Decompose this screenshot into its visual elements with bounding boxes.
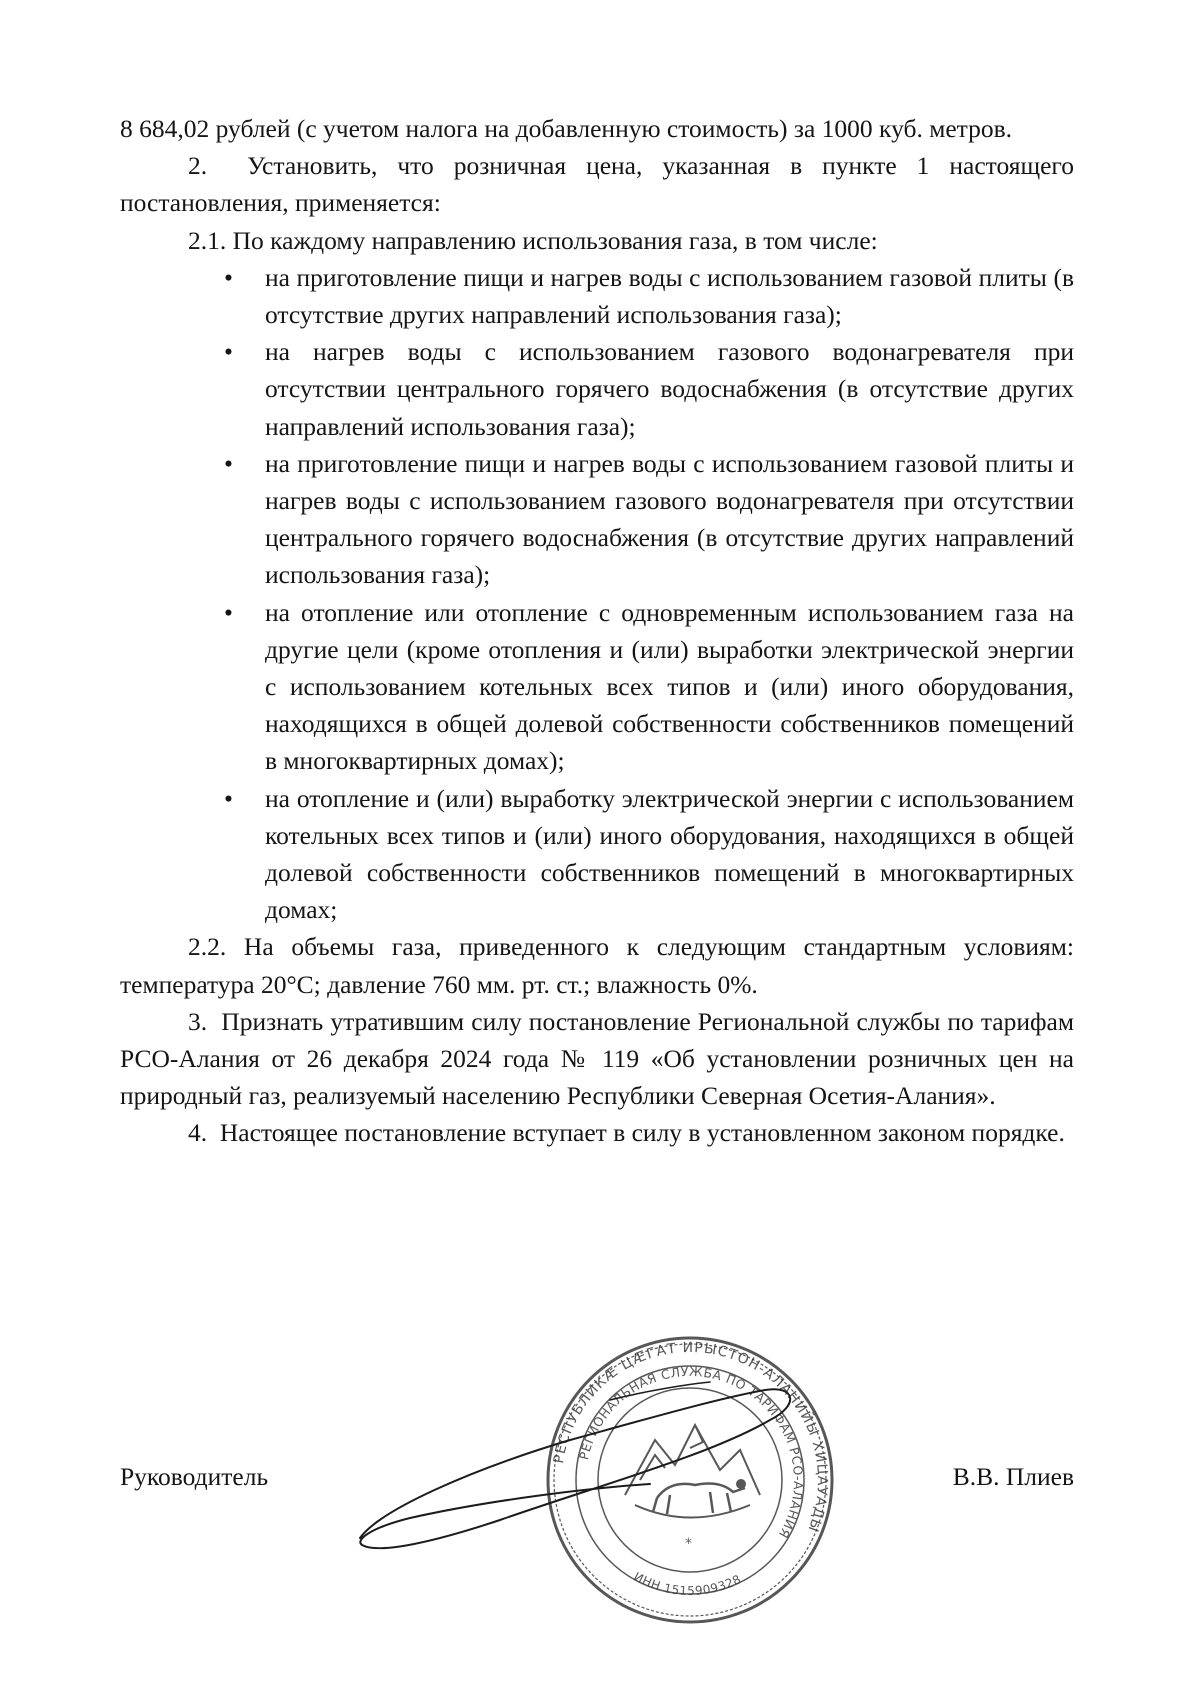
list-item-text: на отопление и (или) выработку электрической энергии с использованием котельных всех типов и (или) иного оборудования, находящихся в общей долевой собственности собственников помещений в многоквартирных домах; (265, 783, 1074, 925)
paragraph-2-1: 2.1. По каждому направлению использования газа, в том числе: (188, 225, 878, 255)
list-item (120, 259, 1074, 333)
signatory-name: В.В. Плиев (952, 1462, 1074, 1491)
list-item-text: на нагрев воды с использованием газового водонагревателя при отсутствии центрального горячего водоснабжения (в отсутствие других направлений использования газа); (265, 337, 1074, 441)
paragraph-3: 3. Признать утратившим силу постановление Региональной службы по тарифам РСО-Алания от 26 декабря 2024 года № 119 «Об установлении розничных цен на природный газ, реализуемый населению Республики Северная Осетия-Алания». (120, 1006, 1074, 1111)
list-item (120, 333, 1074, 445)
list-item-text: на приготовление пищи и нагрев воды с использованием газовой плиты (в отсутствие других направлений использования газа); (265, 262, 1074, 330)
usage-directions-list (120, 259, 1074, 929)
list-item-text: на приготовление пищи и нагрев воды с использованием газовой плиты и нагрев воды с использованием газового водонагревателя при отсутствии центрального горячего водоснабжения (в отсутствие других направлений использования газа); (265, 448, 1074, 590)
paragraph-4: 4. Настоящее постановление вступает в силу в установленном законом порядке. (188, 1118, 1065, 1148)
signatory-title: Руководитель (120, 1462, 269, 1491)
bullet-icon: • (224, 262, 233, 292)
bullet-icon: • (224, 337, 233, 367)
paragraph-2: 2. Установить, что розничная цена, указанная в пункте 1 настоящего постановления, применяется: (120, 151, 1074, 218)
bullet-icon: • (224, 783, 233, 813)
handwritten-signature-icon (350, 1360, 820, 1560)
paragraph-2-2: 2.2. На объемы газа, приведенного к следующим стандартным условиям: температура 20°С; давление 760 мм. рт. ст.; влажность 0%. (120, 932, 1074, 999)
seal-star-icon: * (685, 1536, 692, 1552)
document-body (120, 110, 1074, 1152)
bullet-icon: • (224, 597, 233, 627)
seal-inn-text: ИНН 1515909328 (631, 1569, 744, 1599)
list-item-text: на отопление или отопление с одновременным использованием газа на другие цели (кроме отопления и (или) выработки электрической энергии с использованием котельных всех типов и (или) иного оборудования, находящихся в общей долевой собственности собственников помещений в многоквартирных домах); (265, 597, 1074, 776)
list-item (120, 445, 1074, 594)
bullet-icon: • (224, 448, 233, 478)
list-item (120, 780, 1074, 929)
seal-outer-text: РЕСПУБЛИКӔ ЦӔГАТ ИРЫСТОН-АЛАНИЙЫ ХИЦАУАДЫ (551, 1339, 831, 1535)
price-paragraph: 8 684,02 рублей (с учетом налога на добавленную стоимость) за 1000 куб. метров. (120, 114, 1013, 143)
seal-inner-text: РЕГИОНАЛЬНАЯ СЛУЖБА ПО ТАРИФАМ РСО-АЛАНИЯ (576, 1363, 807, 1542)
list-item (120, 594, 1074, 780)
